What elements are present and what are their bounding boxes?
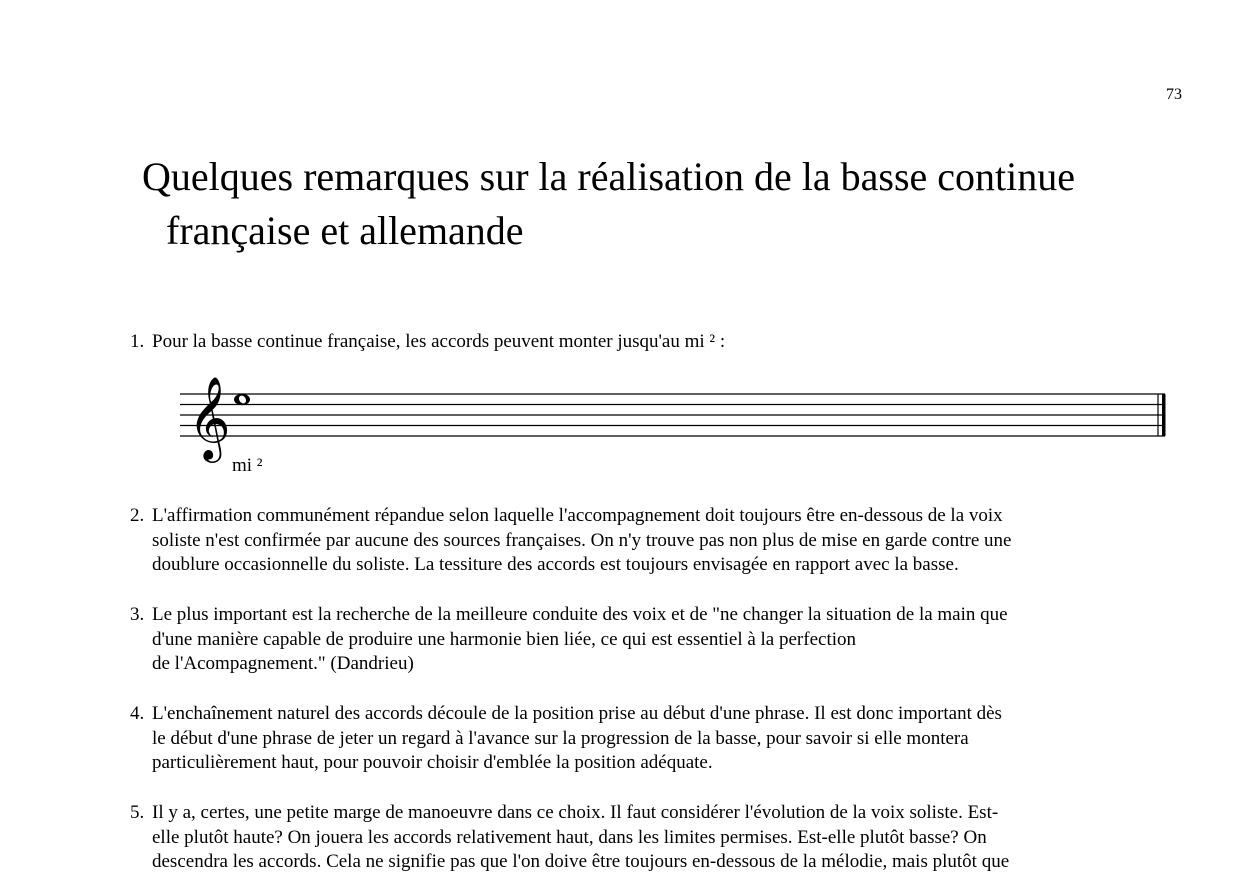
whole-note-icon <box>234 394 250 405</box>
page-number: 73 <box>1166 86 1182 103</box>
music-staff-example <box>180 372 1170 482</box>
list-item-number: 4. <box>130 703 145 724</box>
list-item-number: 1. <box>130 331 145 352</box>
list-item-number: 5. <box>130 802 145 823</box>
text-line: Le plus important est la recherche de la meilleure conduite des voix et de "ne changer la situation de la main que <box>152 604 1008 625</box>
treble-clef-icon: 𝄞 <box>188 375 231 459</box>
text-line: L'affirmation communément répandue selon laquelle l'accompagnement doit toujours être en-dessous de la voix <box>152 505 1003 526</box>
text-line: soliste n'est confirmée par aucune des sources françaises. On n'y trouve pas non plus de mise en garde contre une <box>152 529 1012 551</box>
text-line: elle plutôt haute? On jouera les accords relativement haut, dans les limites permises. Est-elle plutôt basse? On <box>152 826 987 848</box>
list-item-2 <box>130 504 1130 578</box>
list-item-number: 2. <box>130 505 145 526</box>
text-line: Pour la basse continue française, les accords peuvent monter jusqu'au mi ² : <box>152 331 726 352</box>
text-line: doublure occasionnelle du soliste. La tessiture des accords est toujours envisagée en rapport avec la basse. <box>152 554 959 575</box>
text-line: d'une manière capable de produire une harmonie bien liée, ce qui est essentiel à la perfection <box>152 628 857 650</box>
list-item-3 <box>130 603 1130 677</box>
text-line: le début d'une phrase de jeter un regard à l'avance sur la progression de la basse, pour savoir si elle montera <box>152 727 969 749</box>
list-item-body <box>152 330 1130 355</box>
text-line: de l'Acompagnement." (Dandrieu) <box>152 653 414 674</box>
list-item-body <box>152 801 1130 875</box>
list-item-body <box>152 702 1130 776</box>
list-item-1 <box>130 330 1130 355</box>
list-item-5 <box>130 801 1130 875</box>
list-item-number: 3. <box>130 604 145 625</box>
page-title <box>142 150 1182 258</box>
list-item-4 <box>130 702 1130 776</box>
text-line: L'enchaînement naturel des accords découle de la position prise au début d'une phrase. Il est donc important dès <box>152 703 1002 724</box>
title-line-1: Quelques remarques sur la réalisation de la basse continue <box>142 154 1076 199</box>
text-line: descendra les accords. Cela ne signifie pas que l'on doive être toujours en-dessous de la mélodie, mais plutôt que <box>152 851 1010 872</box>
list-item-body <box>152 504 1130 578</box>
title-line-2: française et allemande <box>166 208 524 253</box>
note-label: mi ² <box>232 455 263 476</box>
staff-lines <box>180 394 1165 436</box>
text-line: particulièrement haut, pour pouvoir choisir d'emblée la position adéquate. <box>152 752 713 773</box>
list-item-body <box>152 603 1130 677</box>
text-line: Il y a, certes, une petite marge de manoeuvre dans ce choix. Il faut considérer l'évolution de la voix soliste. Est- <box>152 802 999 823</box>
